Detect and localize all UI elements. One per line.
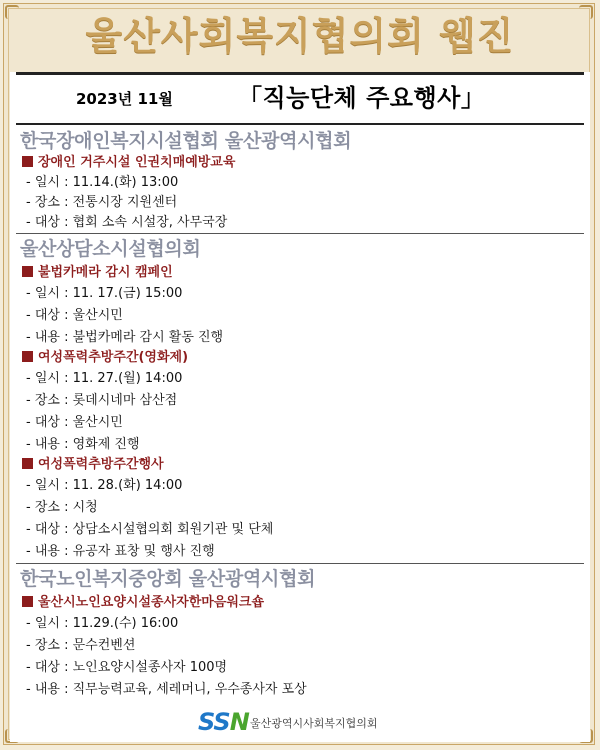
event-heading (22, 264, 173, 282)
issue-header (16, 77, 584, 121)
event-detail-line: - 내용 : 직무능력교육, 세레머니, 우수종사자 포상 (26, 682, 307, 697)
event-detail-line: - 대상 : 울산시민 (26, 415, 123, 430)
event-detail-line: - 일시 : 11.14.(화) 13:00 (26, 175, 179, 190)
event-detail-line: - 대상 : 노인요양시설종사자 100명 (26, 660, 228, 675)
org-heading: 한국노인복지중앙회 울산광역시협회 (20, 568, 316, 590)
page-title: 울산사회복지협의회 웹진 (85, 14, 515, 58)
issue-date: 2023년 11월 (76, 90, 173, 108)
event-title: 여성폭력추방주간행사 (38, 457, 164, 472)
event-detail-line: - 대상 : 협회 소속 시설장, 사무국장 (26, 215, 228, 230)
event-detail-line: - 대상 : 상담소시설협의회 회원기관 및 단체 (26, 522, 274, 537)
issue-subject: 「직능단체 주요행사」 (238, 84, 486, 112)
logo-text-main: SS (198, 708, 230, 736)
square-bullet-icon (22, 156, 33, 167)
event-heading (22, 154, 235, 172)
section-divider (16, 563, 584, 564)
square-bullet-icon (22, 596, 33, 607)
section-divider (16, 233, 584, 234)
ssn-logo (198, 708, 249, 736)
header-top-rule (16, 72, 584, 75)
org-heading: 울산상담소시설협의회 (20, 238, 201, 260)
event-detail-line: - 장소 : 롯데시네마 삼산점 (26, 393, 178, 408)
header-bottom-rule (16, 123, 584, 125)
event-detail-line: - 내용 : 불법카메라 감시 활동 진행 (26, 330, 224, 345)
event-detail-line: - 일시 : 11. 27.(월) 14:00 (26, 371, 183, 386)
event-title: 불법카메라 감시 캠페인 (38, 265, 173, 280)
event-detail-line: - 장소 : 시청 (26, 500, 98, 515)
event-heading (22, 456, 164, 474)
event-detail-line: - 장소 : 문수컨벤션 (26, 638, 136, 653)
square-bullet-icon (22, 266, 33, 277)
square-bullet-icon (22, 458, 33, 469)
event-detail-line: - 일시 : 11. 17.(금) 15:00 (26, 286, 183, 301)
event-detail-line: - 대상 : 울산시민 (26, 308, 123, 323)
event-detail-line: - 내용 : 영화제 진행 (26, 437, 140, 452)
footer-logo (198, 708, 418, 736)
event-heading (22, 594, 264, 612)
event-detail-line: - 일시 : 11. 28.(화) 14:00 (26, 478, 183, 493)
square-bullet-icon (22, 351, 33, 362)
event-detail-line: - 내용 : 유공자 표창 및 행사 진행 (26, 544, 215, 559)
event-title: 울산시노인요양시설종사자한마음워크숍 (38, 595, 265, 610)
event-detail-line: - 일시 : 11.29.(수) 16:00 (26, 616, 179, 631)
logo-text-accent: N (229, 708, 249, 736)
event-title: 여성폭력추방주간(영화제) (38, 350, 189, 365)
event-title: 장애인 거주시설 인권치매예방교육 (38, 155, 236, 170)
footer-org-name: 울산광역시사회복지협의회 (250, 717, 378, 730)
event-heading (22, 349, 188, 367)
event-detail-line: - 장소 : 전통시장 지원센터 (26, 195, 178, 210)
org-heading: 한국장애인복지시설협회 울산광역시협회 (20, 130, 352, 152)
